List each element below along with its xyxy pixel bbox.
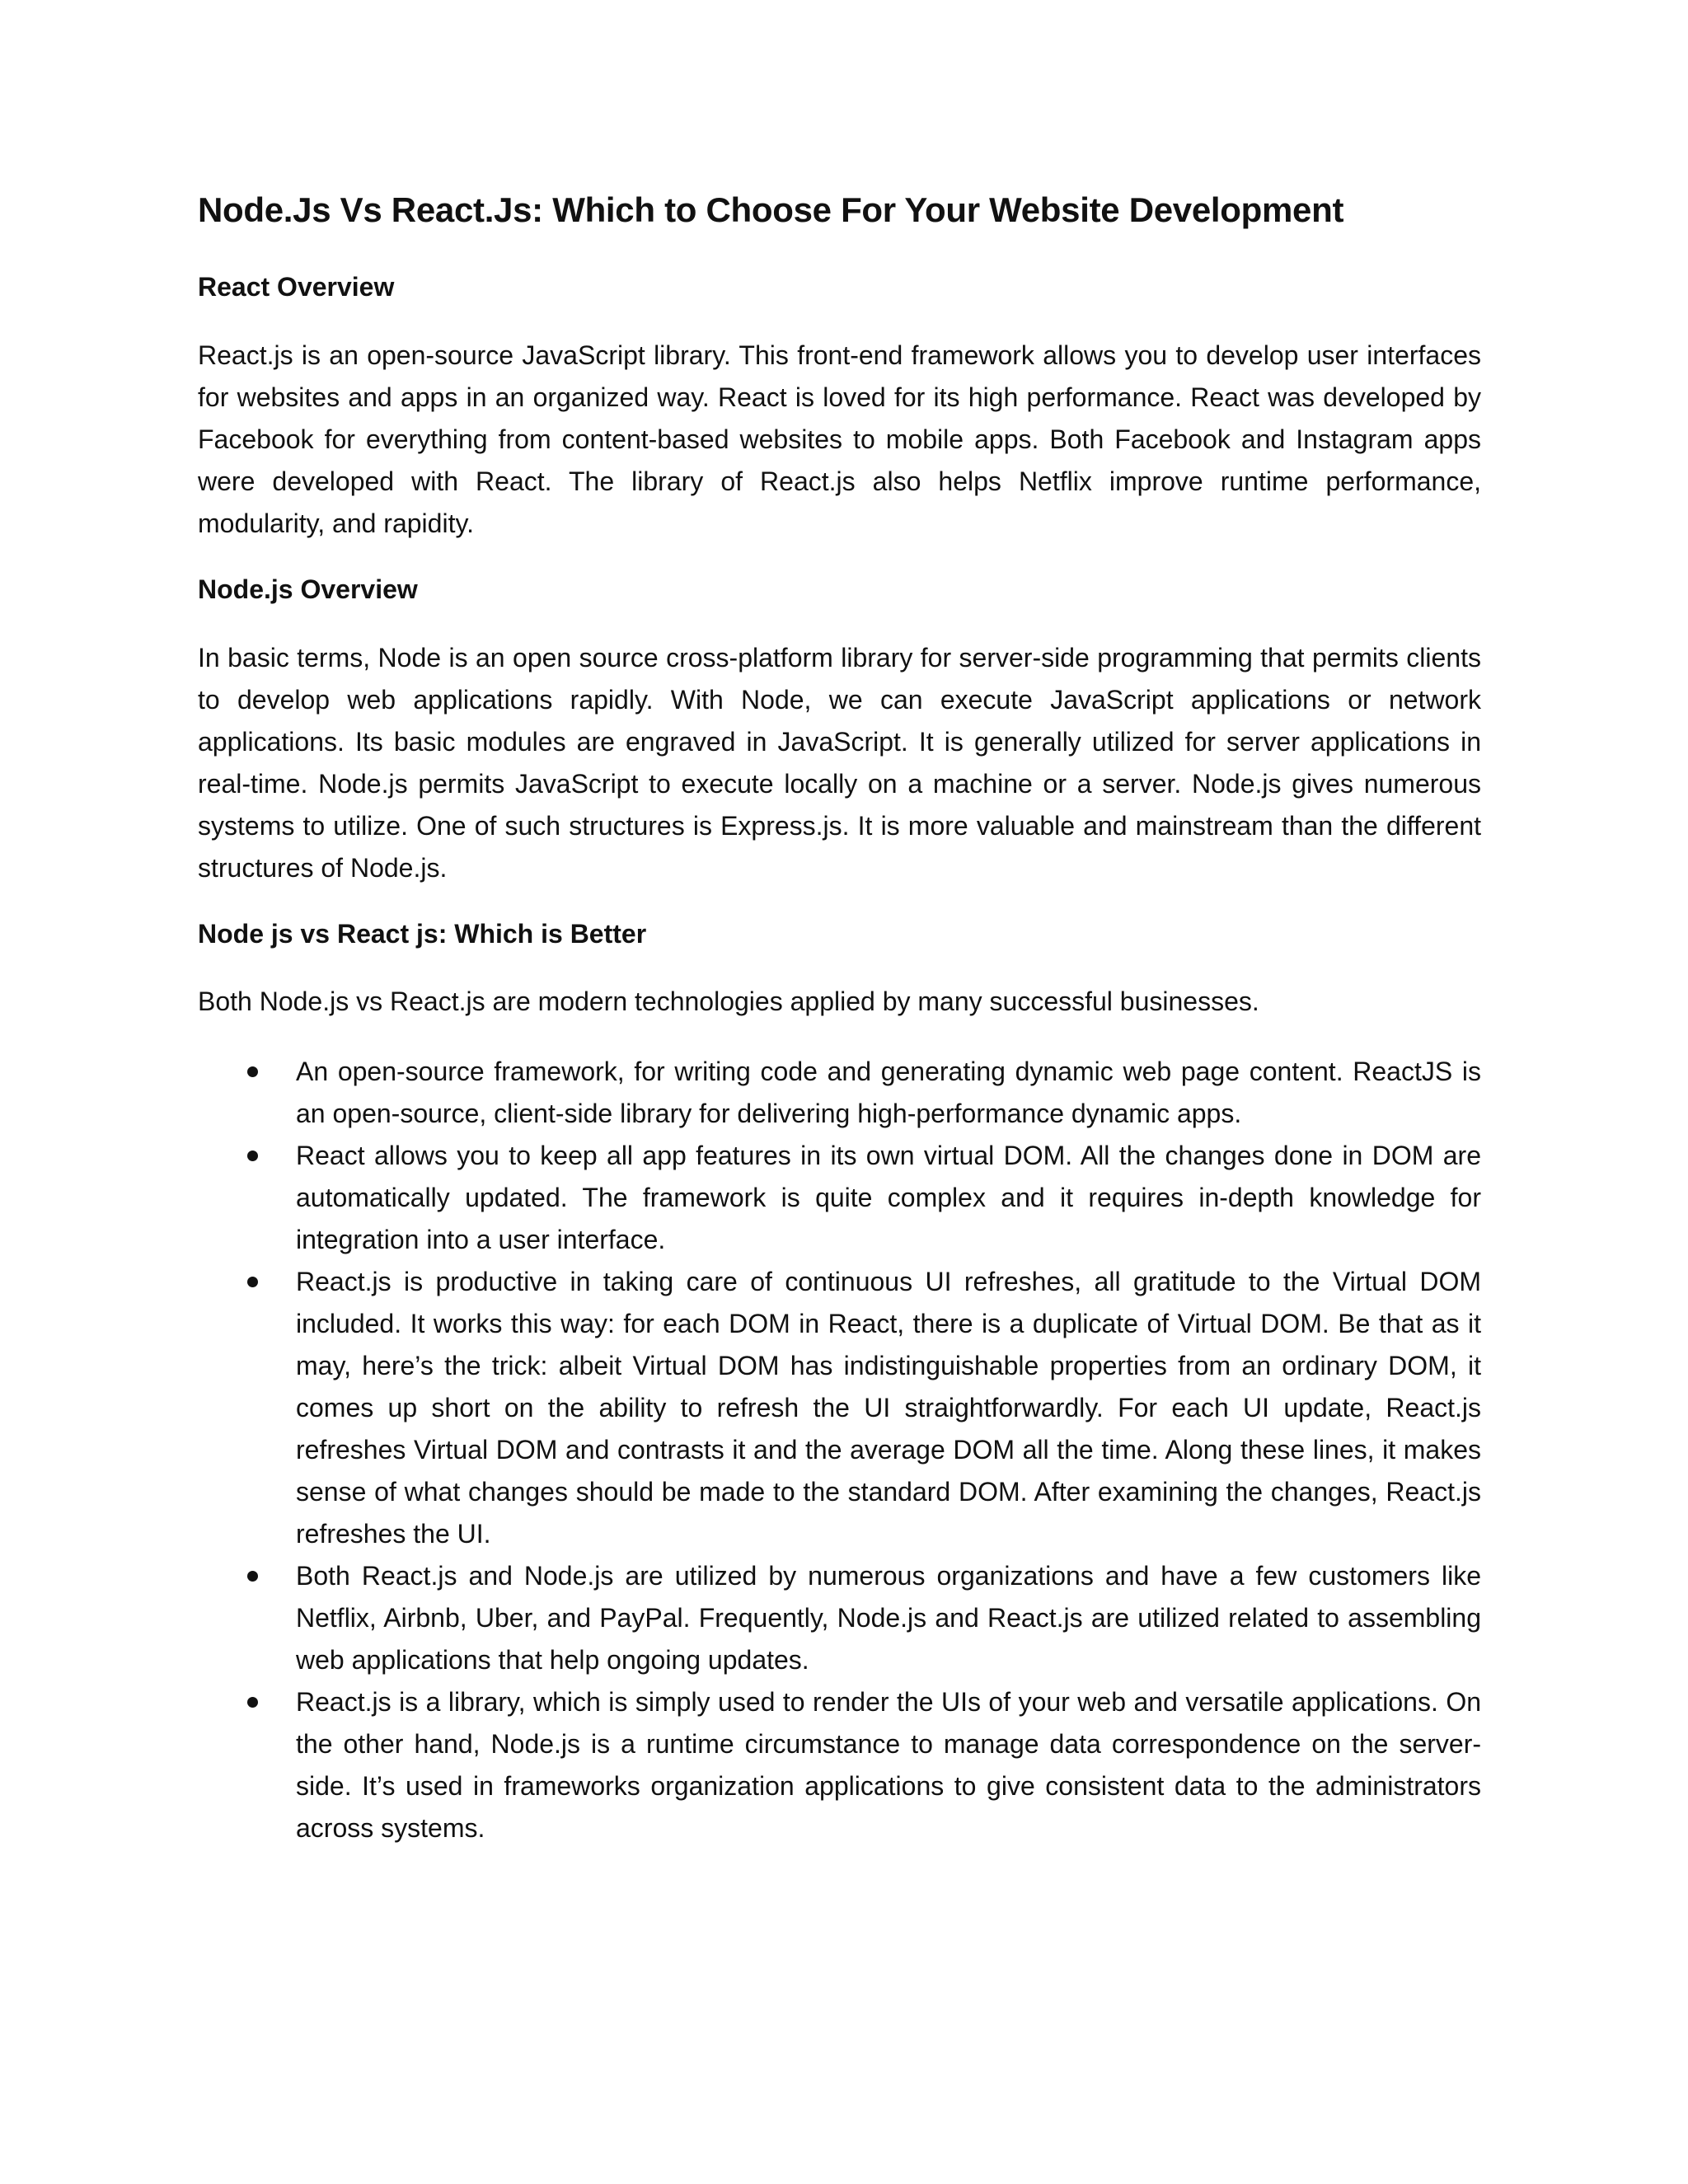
- react-overview-paragraph: React.js is an open-source JavaScript library. This front-end framework allows you to develop user interfaces for websites and apps in an organized way. React is loved for its high performance. React was developed by Facebook for everything from content-based websites to mobile apps. Both Facebook and Instagram apps were developed with React. The library of React.js also helps Netflix improve runtime performance, modularity, and rapidity.: [198, 340, 1481, 538]
- nodejs-overview-paragraph: In basic terms, Node is an open source cross-platform library for server-side programming that permits clients to develop web applications rapidly. With Node, we can execute JavaScript applications or network applications. Its basic modules are engraved in JavaScript. It is generally utilized for server applications in real-time. Node.js permits JavaScript to execute locally on a machine or a server. Node.js gives numerous systems to utilize. One of such structures is Express.js. It is more valuable and mainstream than the different structures of Node.js.: [198, 642, 1481, 883]
- bullet-icon: [247, 1066, 258, 1077]
- bullet-icon: [247, 1571, 258, 1582]
- comparison-heading: Node js vs React js: Which is Better: [198, 918, 647, 949]
- list-item: [198, 1051, 1481, 1135]
- list-item-text: An open-source framework, for writing code and generating dynamic web page content. ReactJS is an open-source, client-side library for delivering high-performance dynamic apps.: [296, 1057, 1481, 1129]
- comparison-bullet-list: [198, 1051, 1481, 1849]
- bullet-icon: [247, 1697, 258, 1708]
- bullet-icon: [247, 1277, 258, 1287]
- document-page: [198, 190, 1481, 1849]
- comparison-section: [198, 917, 1481, 1850]
- nodejs-overview-heading: Node.js Overview: [198, 574, 418, 604]
- bullet-icon: [247, 1151, 258, 1161]
- list-item: [198, 1135, 1481, 1261]
- react-overview-section: [198, 270, 1481, 545]
- page-title: Node.Js Vs React.Js: Which to Choose For Your Website Development: [198, 190, 1344, 229]
- comparison-intro: Both Node.js vs React.js are modern technologies applied by many successful businesses.: [198, 987, 1259, 1017]
- list-item: [198, 1261, 1481, 1555]
- list-item: [198, 1681, 1481, 1849]
- list-item-text: React.js is productive in taking care of continuous UI refreshes, all gratitude to the Virtual DOM included. It works this way: for each DOM in React, there is a duplicate of Virtual DOM. Be that as it may, here’s the trick: albeit Virtual DOM has indistinguishable properties from an ordinary DOM, it comes up short on the ability to refresh the UI straightforwardly. For each UI update, React.js refreshes Virtual DOM and contrasts it and the average DOM all the time. Along these lines, it makes sense of what changes should be made to the standard DOM. After examining the changes, React.js refreshes the UI.: [296, 1267, 1481, 1549]
- list-item: [198, 1555, 1481, 1681]
- nodejs-overview-section: [198, 573, 1481, 889]
- list-item-text: Both React.js and Node.js are utilized by numerous organizations and have a few customers like Netflix, Airbnb, Uber, and PayPal. Frequently, Node.js and React.js are utilized related to assembling web applications that help ongoing updates.: [296, 1561, 1481, 1675]
- list-item-text: React allows you to keep all app features in its own virtual DOM. All the changes done in DOM are automatically updated. The framework is quite complex and it requires in-depth knowledge for integration into a user interface.: [296, 1141, 1481, 1255]
- react-overview-heading: React Overview: [198, 272, 395, 302]
- list-item-text: React.js is a library, which is simply used to render the UIs of your web and versatile applications. On the other hand, Node.js is a runtime circumstance to manage data correspondence on the server-side. It’s used in frameworks organization applications to give consistent data to the administrators across systems.: [296, 1687, 1481, 1844]
